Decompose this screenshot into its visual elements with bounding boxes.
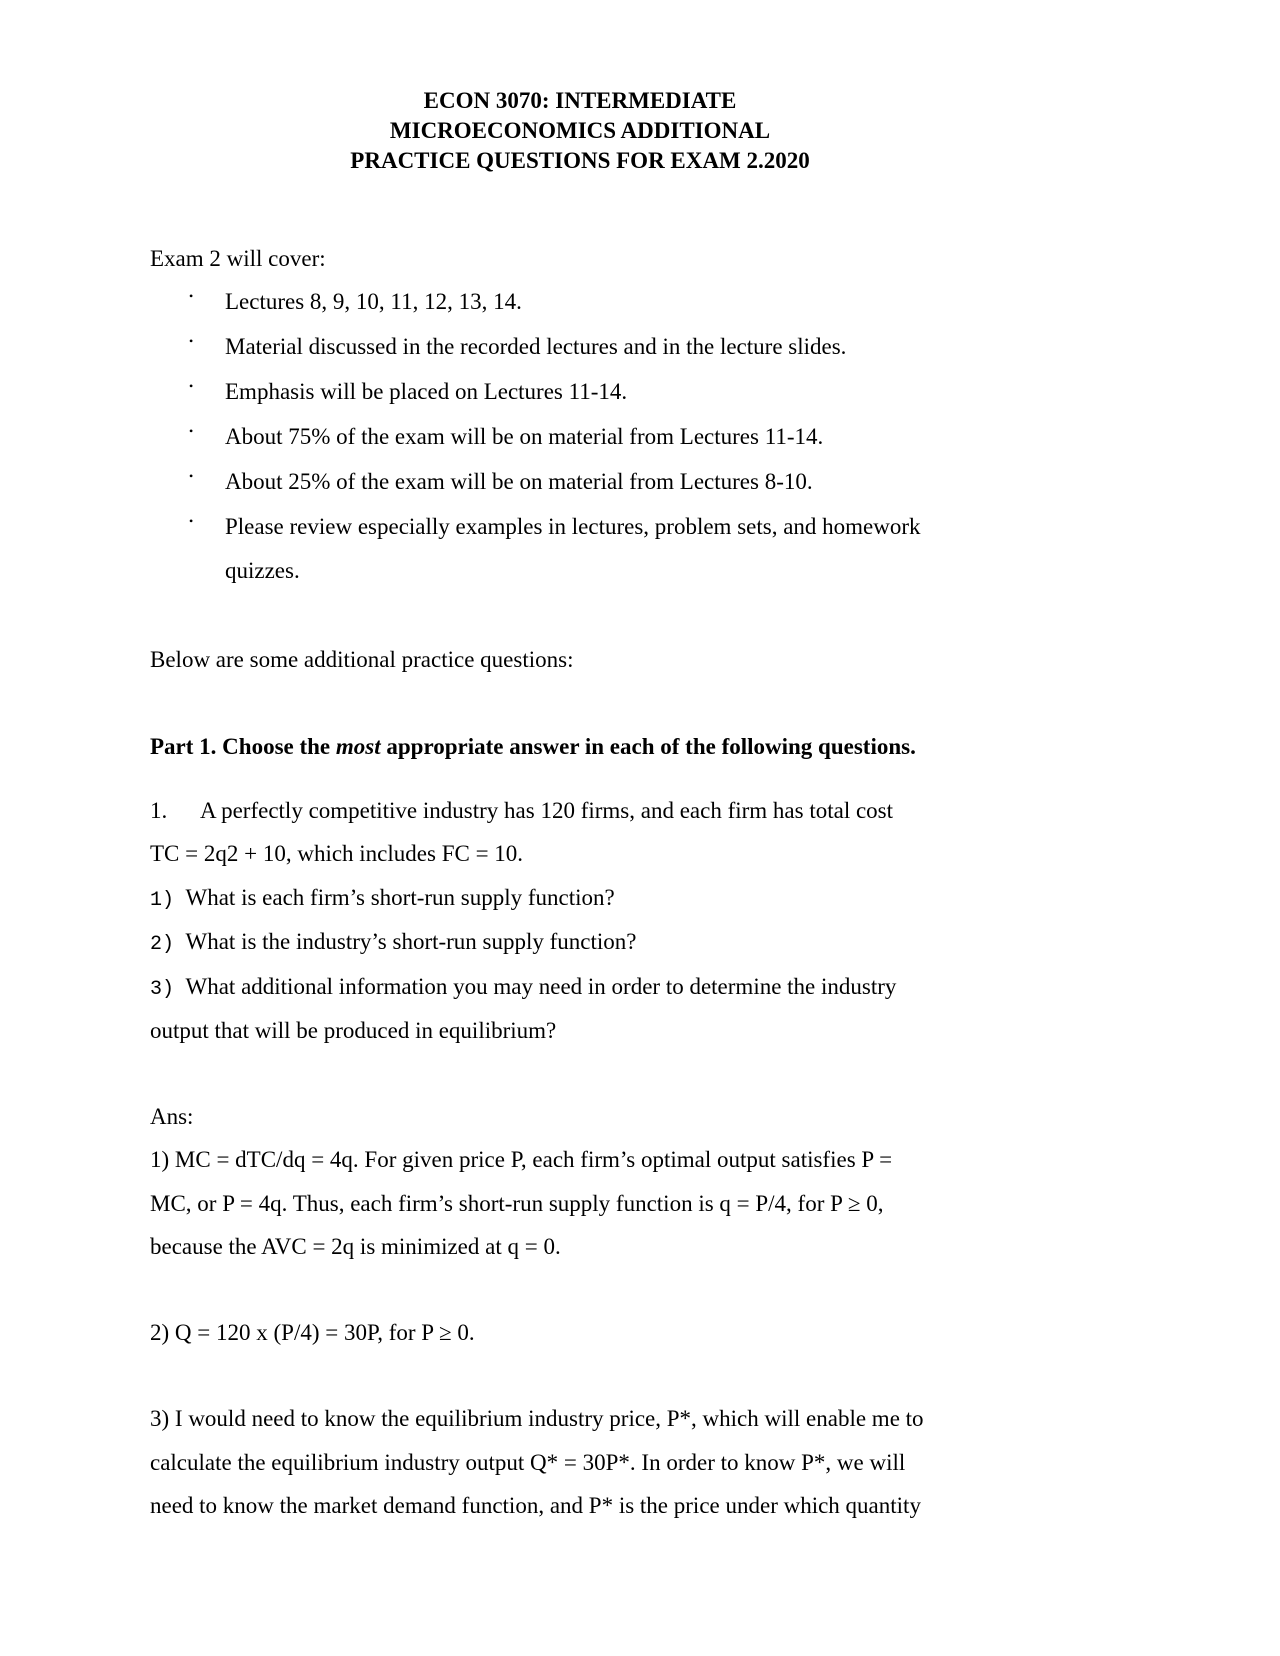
bullet-item: Lectures 8, 9, 10, 11, 12, 13, 14. — [225, 289, 522, 314]
part1-emphasis: most — [335, 734, 381, 759]
answer-1-line-3: because the AVC = 2q is minimized at q = 0. — [150, 1234, 561, 1259]
question-text: A perfectly competitive industry has 120 firms, and each firm has total cost — [200, 798, 894, 823]
sub-question-text: What is each firm’s short-run supply function? — [185, 885, 615, 910]
sub-question-number: 3) — [150, 978, 175, 1001]
sub-question-number: 1) — [150, 889, 175, 912]
bullet-dot: • — [189, 469, 194, 483]
answer-3-line-1: 3) I would need to know the equilibrium industry price, P*, which will enable me to — [150, 1406, 924, 1431]
bullet-item: About 75% of the exam will be on material from Lectures 11-14. — [225, 424, 824, 449]
part1-prefix: Part 1. Choose the — [150, 734, 336, 759]
answer-3-line-2: calculate the equilibrium industry output Q* = 30P*. In order to know P*, we will — [150, 1450, 906, 1475]
question-number: 1. — [150, 798, 168, 823]
sub-question-3 — [150, 973, 896, 1004]
answer-3-line-3: need to know the market demand function, and P* is the price under which quantity — [150, 1493, 921, 1518]
sub-question-number: 2) — [150, 933, 175, 956]
bullet-item: Emphasis will be placed on Lectures 11-14. — [225, 379, 628, 404]
sub-question-text: What additional information you may need in order to determine the industry — [185, 974, 897, 999]
part1-heading — [150, 733, 916, 761]
sub-question-1 — [150, 884, 615, 915]
answer-1-line-1: 1) MC = dTC/dq = 4q. For given price P, each firm’s optimal output satisfies P = — [150, 1147, 893, 1172]
bullet-item: About 25% of the exam will be on material from Lectures 8-10. — [225, 469, 813, 494]
bullet-item-continuation: quizzes. — [225, 558, 300, 583]
bullet-dot: • — [189, 379, 194, 393]
title-line-1: ECON 3070: INTERMEDIATE — [423, 88, 737, 113]
bullet-dot: • — [189, 424, 194, 438]
answer-1-line-2: MC, or P = 4q. Thus, each firm’s short-run supply function is q = P/4, for P ≥ 0, — [150, 1191, 884, 1216]
bullet-item: Material discussed in the recorded lectures and in the lecture slides. — [225, 334, 847, 359]
answer-2: 2) Q = 120 x (P/4) = 30P, for P ≥ 0. — [150, 1320, 475, 1345]
question-1-line-2: TC = 2q2 + 10, which includes FC = 10. — [150, 841, 524, 866]
sub-question-3-continuation: output that will be produced in equilibrium? — [150, 1018, 557, 1043]
bullet-dot: • — [189, 334, 194, 348]
answer-label: Ans: — [150, 1104, 194, 1129]
bullet-dot: • — [189, 289, 194, 303]
sub-question-2 — [150, 928, 637, 959]
bullet-item: Please review especially examples in lectures, problem sets, and homework — [225, 514, 921, 539]
sub-question-text: What is the industry’s short-run supply function? — [185, 929, 637, 954]
document-title — [320, 86, 840, 176]
part1-suffix: appropriate answer in each of the following questions. — [380, 734, 916, 759]
title-line-3: PRACTICE QUESTIONS FOR EXAM 2.2020 — [350, 148, 810, 173]
title-line-2: MICROECONOMICS ADDITIONAL — [389, 118, 771, 143]
question-1-line-1 — [150, 797, 893, 825]
bullet-dot: • — [189, 514, 194, 528]
practice-intro: Below are some additional practice questions: — [150, 647, 574, 672]
intro-text: Exam 2 will cover: — [150, 246, 326, 271]
